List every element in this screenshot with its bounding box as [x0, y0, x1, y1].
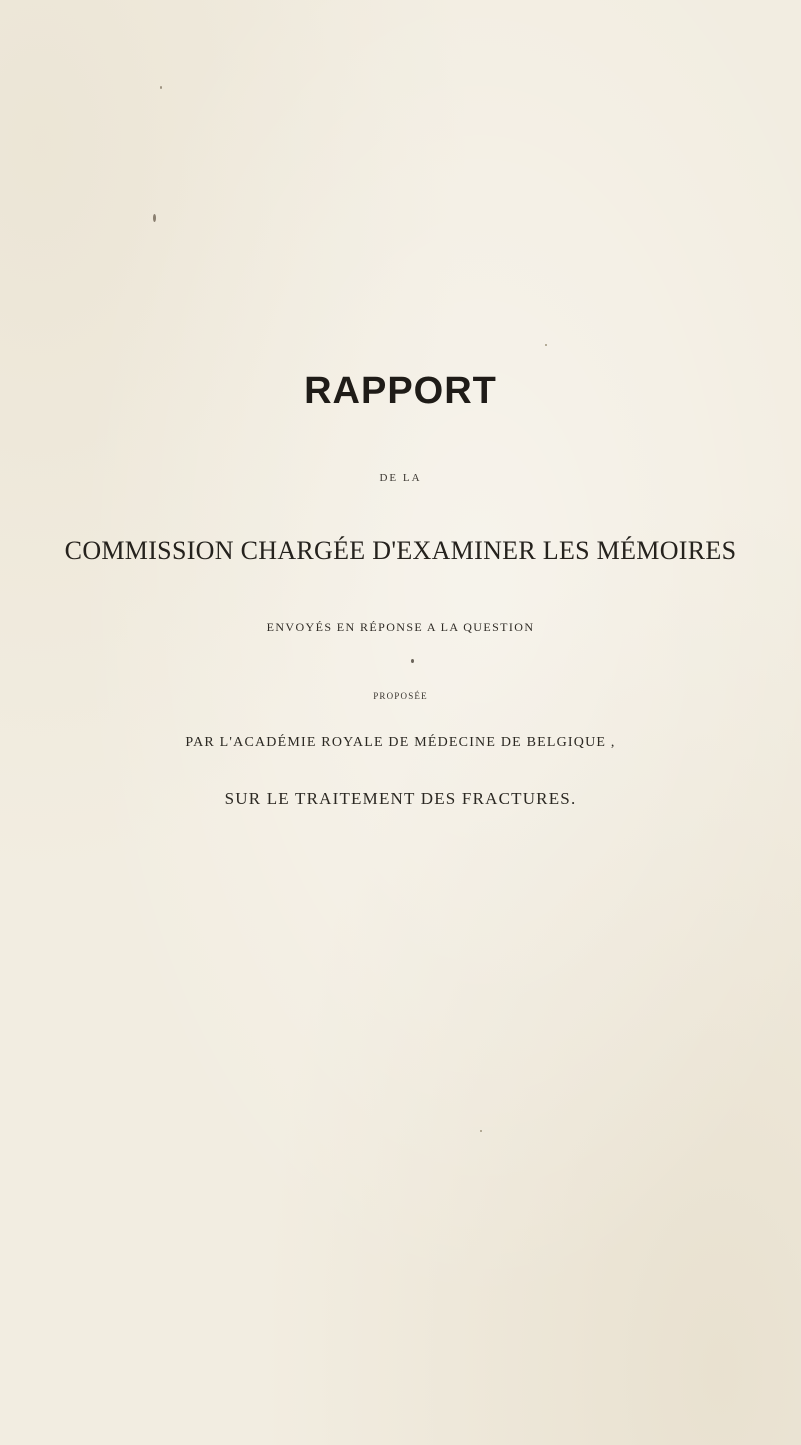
ink-speck: [153, 214, 156, 222]
commission-line: COMMISSION CHARGÉE D'EXAMINER LES MÉMOIRES: [64, 536, 737, 565]
ink-speck: [480, 1130, 482, 1132]
subject-line: SUR LE TRAITEMENT DES FRACTURES.: [224, 789, 577, 808]
ink-speck: [160, 86, 162, 89]
proposee-line: PROPOSÉE: [373, 691, 428, 701]
academy-line: PAR L'ACADÉMIE ROYALE DE MÉDECINE DE BELGIQUE ,: [185, 735, 616, 750]
envoyes-line: ENVOYÉS EN RÉPONSE A LA QUESTION: [266, 620, 535, 634]
ink-speck: [545, 344, 547, 346]
document-title: RAPPORT: [304, 370, 497, 412]
subtitle-de-la: DE LA: [379, 472, 422, 484]
ink-speck: [411, 659, 414, 663]
